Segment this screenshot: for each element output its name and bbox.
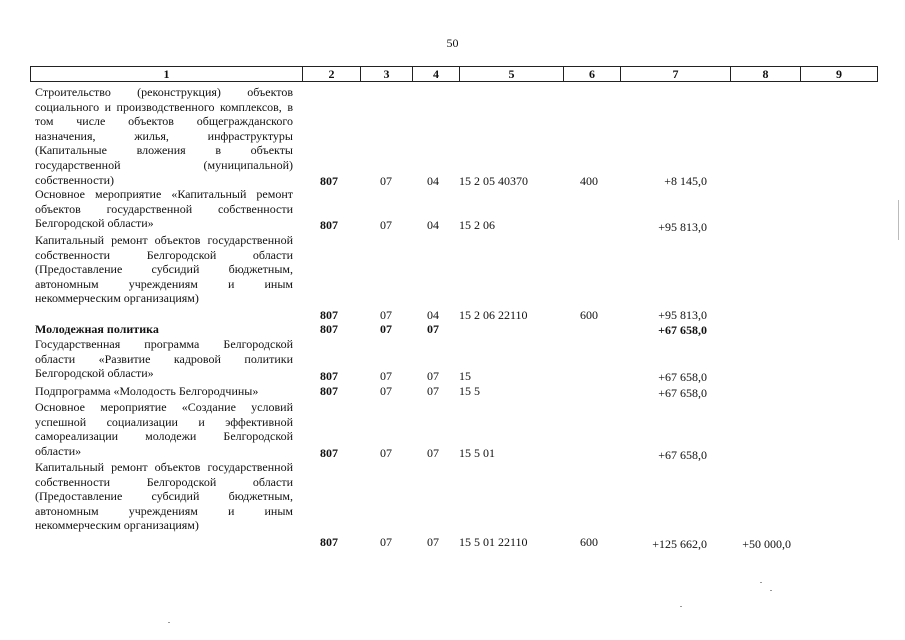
cell-code-6 <box>580 322 610 337</box>
header-col-6: 6 <box>563 67 620 81</box>
scan-speck <box>168 622 170 623</box>
cell-amount-8: +50 000,0 <box>742 537 791 551</box>
cell-code-6 <box>580 218 610 233</box>
cell-code-3: 07 <box>380 322 392 336</box>
cell-amount-7: +67 658,0 <box>658 323 707 337</box>
cell-code-3: 07 <box>380 218 392 232</box>
header-col-5: 5 <box>459 67 563 81</box>
cell-code-4: 07 <box>427 322 439 336</box>
scan-speck <box>680 606 682 607</box>
header-col-2: 2 <box>302 67 360 81</box>
cell-amount-7: +8 145,0 <box>664 174 707 188</box>
cell-code-2: 807 <box>320 535 338 549</box>
cell-code-4: 07 <box>427 384 439 398</box>
cell-code-2: 807 <box>320 308 338 322</box>
cell-amount-7: +125 662,0 <box>652 537 707 551</box>
cell-amount-8 <box>705 308 791 323</box>
cell-amount-7: +95 813,0 <box>658 220 707 234</box>
cell-code-2: 807 <box>320 369 338 383</box>
page-number: 50 <box>446 36 459 50</box>
cell-amount-8 <box>705 448 791 463</box>
scan-edge <box>898 200 899 240</box>
cell-code-5: 15 2 06 22110 <box>459 308 528 322</box>
row-description: Молодежная политика <box>35 322 159 336</box>
cell-code-3: 07 <box>380 308 392 322</box>
row-description: Капитальный ремонт объектов государственной собственности Белгородской области (Предоставление субсидий бюджетным, автономным учреждениям и иным некоммерческим организациям) <box>35 460 293 533</box>
cell-code-4: 04 <box>427 308 439 322</box>
cell-amount-7: +95 813,0 <box>658 308 707 322</box>
header-col-1: 1 <box>163 67 170 81</box>
cell-code-2: 807 <box>320 322 338 336</box>
cell-code-5: 15 5 01 22110 <box>459 535 528 549</box>
cell-code-4: 07 <box>427 446 439 460</box>
row-description: Государственная программа Белгородской области «Развитие кадровой политики Белгородской области» <box>35 337 293 381</box>
cell-code-3: 07 <box>380 384 392 398</box>
scan-speck <box>770 590 772 591</box>
cell-code-4: 04 <box>427 218 439 232</box>
scan-speck <box>760 582 762 583</box>
cell-amount-8 <box>705 386 791 401</box>
header-col-7: 7 <box>620 67 730 81</box>
cell-code-6 <box>580 446 610 461</box>
cell-code-2: 807 <box>320 384 338 398</box>
row-description: Подпрограмма «Молодость Белгородчины» <box>35 384 259 398</box>
cell-code-4: 07 <box>427 369 439 383</box>
cell-code-5: 15 2 05 40370 <box>459 174 528 188</box>
cell-code-5: 15 5 <box>459 384 480 398</box>
header-col-3: 3 <box>360 67 412 81</box>
cell-code-2: 807 <box>320 174 338 188</box>
cell-code-2: 807 <box>320 446 338 460</box>
row-description: Основное мероприятие «Создание условий успешной социализации и эффективной самореализации молодежи Белгородской области» <box>35 400 293 458</box>
cell-code-3: 07 <box>380 535 392 549</box>
cell-amount-7: +67 658,0 <box>658 386 707 400</box>
cell-code-6: 600 <box>580 535 598 549</box>
cell-code-3: 07 <box>380 446 392 460</box>
cell-code-6: 600 <box>580 308 598 322</box>
cell-code-5: 15 <box>459 369 471 383</box>
row-description: Основное мероприятие «Капитальный ремонт объектов государственной собственности Белгородской области» <box>35 187 293 231</box>
cell-code-6 <box>580 369 610 384</box>
cell-amount-7: +67 658,0 <box>658 370 707 384</box>
cell-code-6: 400 <box>580 174 598 188</box>
header-col-4: 4 <box>412 67 459 81</box>
cell-code-6 <box>580 384 610 399</box>
cell-amount-8 <box>705 174 791 189</box>
cell-code-5 <box>459 322 559 337</box>
cell-amount-8 <box>705 220 791 235</box>
header-col-9: 9 <box>800 67 877 81</box>
header-col-8: 8 <box>730 67 800 81</box>
row-description: Капитальный ремонт объектов государственной собственности Белгородской области (Предоставление субсидий бюджетным, автономным учреждениям и иным некоммерческим организациям) <box>35 233 293 306</box>
row-description: Строительство (реконструкция) объектов социального и производственного комплексов, в том числе объектов общегражданского назначения, жилья, инфраструктуры (Капитальные вложения в объекты государственной (муниципальной) собственности) <box>35 85 293 187</box>
cell-code-3: 07 <box>380 174 392 188</box>
cell-amount-7: +67 658,0 <box>658 448 707 462</box>
cell-code-5: 15 2 06 <box>459 218 495 232</box>
cell-code-4: 04 <box>427 174 439 188</box>
cell-amount-8 <box>705 370 791 385</box>
cell-code-5: 15 5 01 <box>459 446 495 460</box>
cell-amount-8 <box>705 323 791 338</box>
cell-code-3: 07 <box>380 369 392 383</box>
cell-code-2: 807 <box>320 218 338 232</box>
table-header <box>30 66 878 82</box>
cell-code-4: 07 <box>427 535 439 549</box>
